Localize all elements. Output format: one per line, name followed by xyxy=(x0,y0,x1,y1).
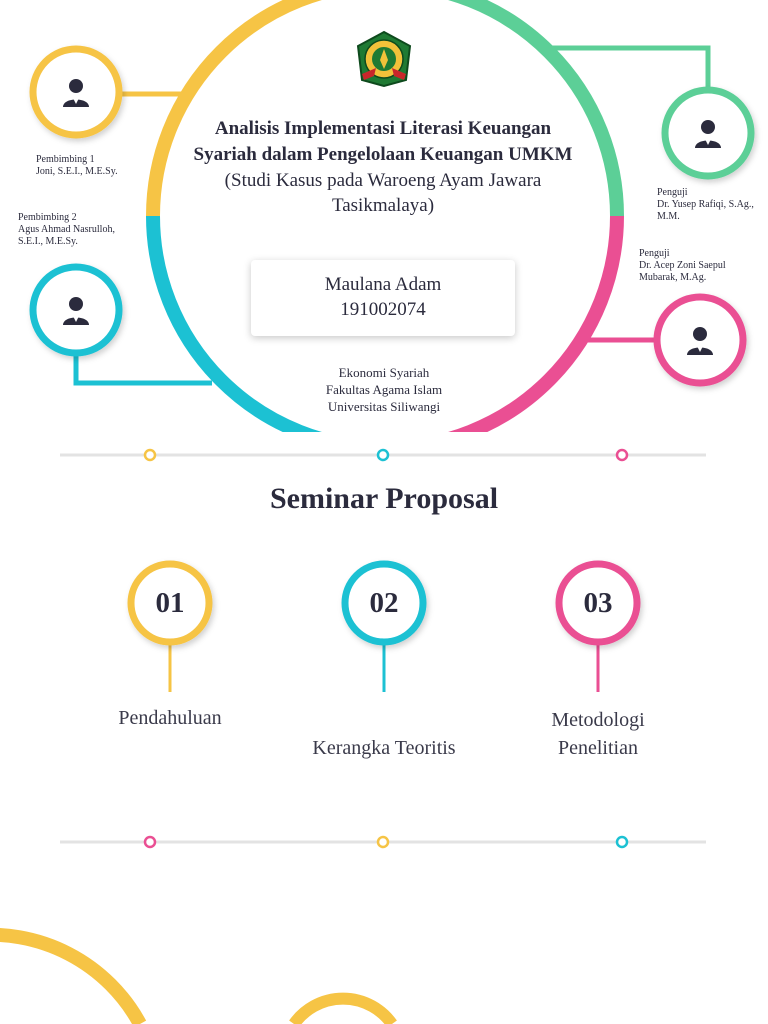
student-id: 191002074 xyxy=(340,299,426,320)
student-card xyxy=(251,260,515,336)
pembimbing1-label xyxy=(36,154,156,178)
penguji1-name: Dr. Yusep Rafiqi, S.Ag., M.M. xyxy=(657,199,754,222)
pembimbing1-name: Joni, S.E.I., M.E.Sy. xyxy=(36,166,118,177)
penguji2-name: Dr. Acep Zoni Saepul Mubarak, M.Ag. xyxy=(639,260,726,283)
penguji1-role: Penguji xyxy=(657,187,688,198)
student-name: Maulana Adam xyxy=(324,274,442,295)
step-label-3: Metodologi Penelitian xyxy=(551,709,645,759)
step-label-1: Pendahuluan xyxy=(118,707,222,729)
university-logo-icon xyxy=(354,30,414,88)
university-name: Universitas Siliwangi xyxy=(327,399,441,414)
step-label-2: Kerangka Teoritis xyxy=(312,737,456,759)
section-title: Seminar Proposal xyxy=(269,482,499,515)
pembimbing2-label xyxy=(18,212,136,248)
affiliation xyxy=(284,364,484,415)
person-avatar-icon xyxy=(692,117,724,149)
thesis-title-main: Analisis Implementasi Literasi Keuangan Syariah dalam Pengelolaan Keuangan UMKM xyxy=(193,118,573,165)
step-number-2: 02 xyxy=(369,587,399,619)
step-number-3: 03 xyxy=(583,587,613,619)
step-number-1: 01 xyxy=(155,587,185,619)
penguji2-label xyxy=(639,248,749,284)
pembimbing1-role: Pembimbing 1 xyxy=(36,154,95,165)
pembimbing2-name: Agus Ahmad Nasrulloh, S.E.I., M.E.Sy. xyxy=(18,224,115,247)
program-name: Ekonomi Syariah xyxy=(338,365,430,380)
penguji1-label xyxy=(657,187,765,223)
person-avatar-icon xyxy=(684,324,716,356)
faculty-name: Fakultas Agama Islam xyxy=(325,382,443,397)
person-avatar-icon xyxy=(60,76,92,108)
person-avatar-icon xyxy=(60,294,92,326)
thesis-title-sub: (Studi Kasus pada Waroeng Ayam Jawara Tasikmalaya) xyxy=(224,170,542,216)
pembimbing2-role: Pembimbing 2 xyxy=(18,212,77,223)
penguji2-role: Penguji xyxy=(639,248,670,259)
thesis-title xyxy=(190,116,576,218)
